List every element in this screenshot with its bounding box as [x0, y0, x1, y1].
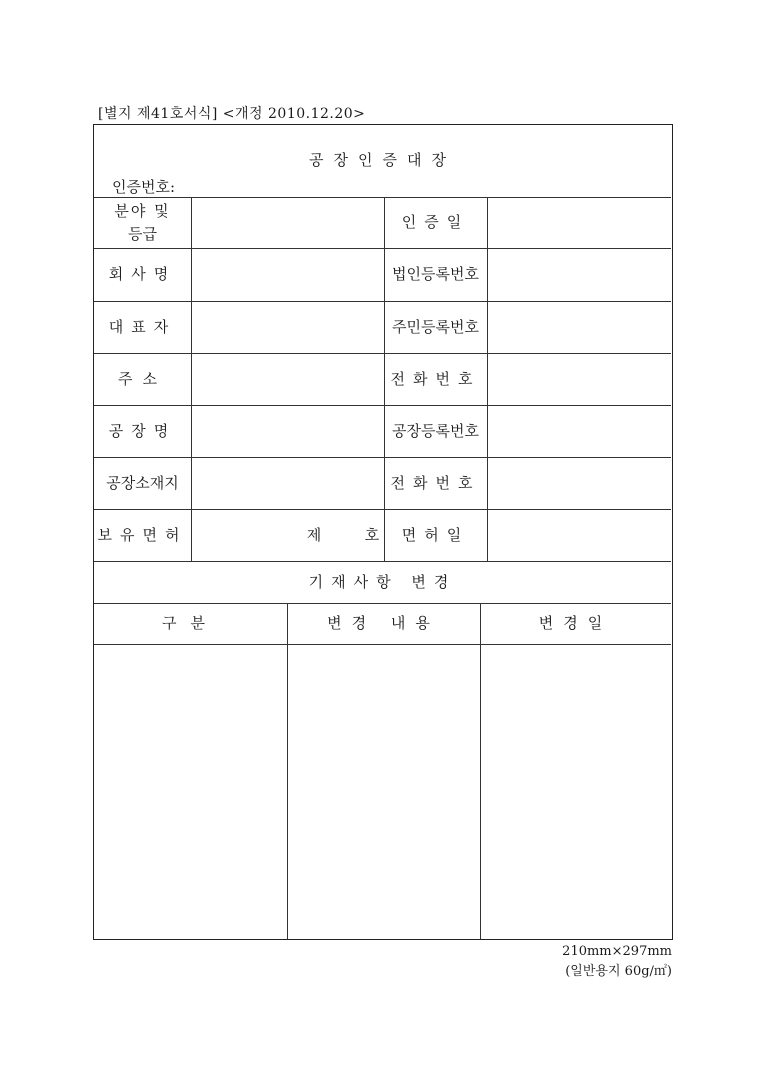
form-title: 공장인증대장 [309, 150, 456, 169]
field-label-phone: 전화번호 [390, 369, 481, 388]
divider-line [94, 644, 671, 645]
field-label-factory-location: 공장소재지 [106, 473, 179, 492]
field-label-license-date: 면허일 [401, 525, 470, 544]
changes-col-header-category: 구분 [162, 614, 219, 633]
license-number-prefix: 제 [306, 525, 322, 544]
field-label-factory-reg-no: 공장등록번호 [392, 421, 479, 440]
changes-section-title: 기재사항 변경 [308, 572, 457, 591]
field-label-phone: 전화번호 [390, 473, 481, 492]
column-divider [480, 603, 481, 939]
changes-col-header-content: 변경 내용 [327, 614, 440, 633]
field-label-company-name: 회사명 [108, 265, 177, 284]
factory-certification-register-form [93, 124, 673, 940]
column-divider [191, 197, 192, 561]
field-label-corp-reg-no: 법인등록번호 [392, 265, 479, 284]
form-number-note: [별지 제41호서식] <개정 2010.12.20> [98, 106, 366, 122]
paper-type-note: (일반용지 60g/㎡) [565, 964, 672, 979]
cert-number-label: 인증번호: [112, 177, 176, 196]
field-label-line: 등급 [128, 224, 157, 243]
paper-size-note: 210mm×297mm [562, 944, 672, 959]
changes-col-header-date: 변경일 [538, 614, 613, 633]
field-label-license-held: 보유면허 [97, 525, 188, 544]
column-divider [487, 197, 488, 561]
field-label-cert-date: 인증일 [401, 213, 470, 232]
column-divider [287, 603, 288, 939]
field-label-factory-name: 공장명 [108, 421, 177, 440]
field-label-line: 분야 및 [114, 202, 171, 220]
field-label-resident-reg-no: 주민등록번호 [392, 317, 479, 336]
field-label-category-grade [94, 197, 191, 248]
field-label-representative: 대표자 [108, 317, 177, 336]
license-number-suffix: 호 [364, 525, 380, 544]
field-label-address: 주소 [118, 369, 167, 388]
